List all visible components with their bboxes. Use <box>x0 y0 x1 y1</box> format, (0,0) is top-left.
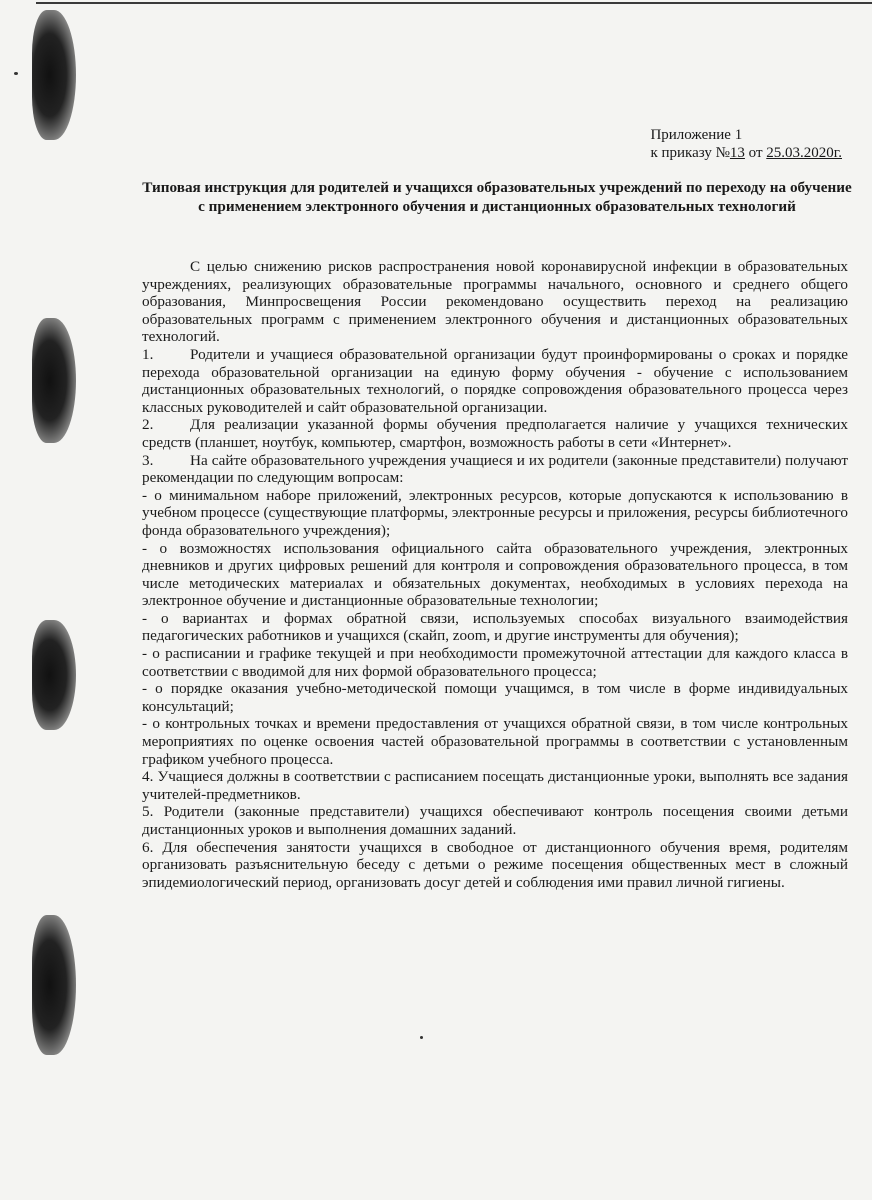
bullet-item: - о вариантах и формах обратной связи, используемых способах визуального взаимодействия педагогических работников и учащихся (скайп, zoom, и другие инструменты для обучения); <box>142 609 848 645</box>
order-mid: от <box>744 145 767 161</box>
document-body <box>142 258 848 891</box>
item-number: 1. <box>142 345 154 363</box>
punch-hole-mark <box>32 620 76 730</box>
order-reference <box>650 144 842 162</box>
item-text: Для реализации указанной формы обучения предполагается наличие у учащихся технических средств (планшет, ноутбук, компьютер, смартфон, возможность работы в сети «Интернет». <box>142 416 848 451</box>
item-number: 3. <box>142 451 154 469</box>
punch-hole-mark <box>32 915 76 1055</box>
order-number: 13 <box>729 145 745 161</box>
numbered-item-5: 5. Родители (законные представители) учащихся обеспечивают контроль посещения своими детьми дистанционных уроков и выполнения домашних заданий. <box>142 803 848 838</box>
bullet-item: - о порядке оказания учебно-методической помощи учащимся, в том числе в форме индивидуальных консультаций; <box>142 680 848 715</box>
numbered-item-4: 4. Учащиеся должны в соответствии с расписанием посещать дистанционные уроки, выполнять все задания учителей-предметников. <box>142 768 848 803</box>
item-number: 2. <box>142 416 154 434</box>
bullet-item: - о возможностях использования официального сайта образовательного учреждения, электронных дневников и других цифровых решений для контроля и сопровождения образовательного процесса, в том числе методических материалах и обязательных документах, необходимых в условиях перехода на электронное обучение и дистанционные образовательные технологии; <box>142 539 848 610</box>
item-text: На сайте образовательного учреждения учащиеся и их родители (законные представители) получают рекомендации по следующим вопросам: <box>142 451 848 487</box>
punch-hole-mark <box>32 318 76 443</box>
appendix-label: Приложение 1 <box>650 127 743 143</box>
bullet-item: - о расписании и графике текущей и при необходимости промежуточной аттестации для каждого класса в соответствии с вводимой для них формой образовательного процесса; <box>142 645 848 680</box>
punch-hole-mark <box>32 10 76 140</box>
order-prefix: к приказу № <box>650 145 730 161</box>
numbered-item-3 <box>142 452 848 487</box>
document-title: Типовая инструкция для родителей и учащихся образовательных учреждений по переходу на обучение с применением электронного обучения и дистанционных образовательных технологий <box>142 179 852 215</box>
scan-edge-line <box>36 2 872 4</box>
item-text: Родители и учащиеся образовательной организации будут проинформированы о сроках и порядке перехода образовательной организации на единую форму обучения - обучение с использованием дистанционных образовательных технологий, о порядке сопровождения образовательного процесса через классных руководителей и сайт образовательной организации. <box>142 345 848 416</box>
scan-speck <box>14 72 18 75</box>
numbered-item-1 <box>142 346 848 416</box>
bullet-item: - о минимальном наборе приложений, электронных ресурсов, которые допускаются к использованию в учебном процессе (существующие платформы, электронные ресурсы и приложения, ресурсы библиотечного фонда образовательного учреждения); <box>142 486 848 539</box>
intro-paragraph: С целью снижению рисков распространения новой коронавирусной инфекции в образовательных учреждениях, реализующих образовательные программы начального, основного и среднего общего образования, Минпросвещения России рекомендовано осуществить переход на реализацию образовательных программ с применением электронного обучения и дистанционных образовательных технологий. <box>142 258 848 346</box>
scan-speck <box>420 1036 423 1039</box>
numbered-item-6: 6. Для обеспечения занятости учащихся в свободное от дистанционного обучения время, родителям организовать разъяснительную беседу с детьми о режиме посещения общественных мест в сложный эпидемиологический период, организовать досуг детей и соблюдения ими правил личной гигиены. <box>142 838 848 891</box>
numbered-item-2 <box>142 416 848 451</box>
appendix-header <box>650 126 842 162</box>
bullet-item: - о контрольных точках и времени предоставления от учащихся обратной связи, в том числе контрольных мероприятиях по оценке освоения частей образовательной программы в соответствии с установленным графиком учебного процесса. <box>142 715 848 768</box>
order-date: 25.03.2020г. <box>766 145 842 161</box>
